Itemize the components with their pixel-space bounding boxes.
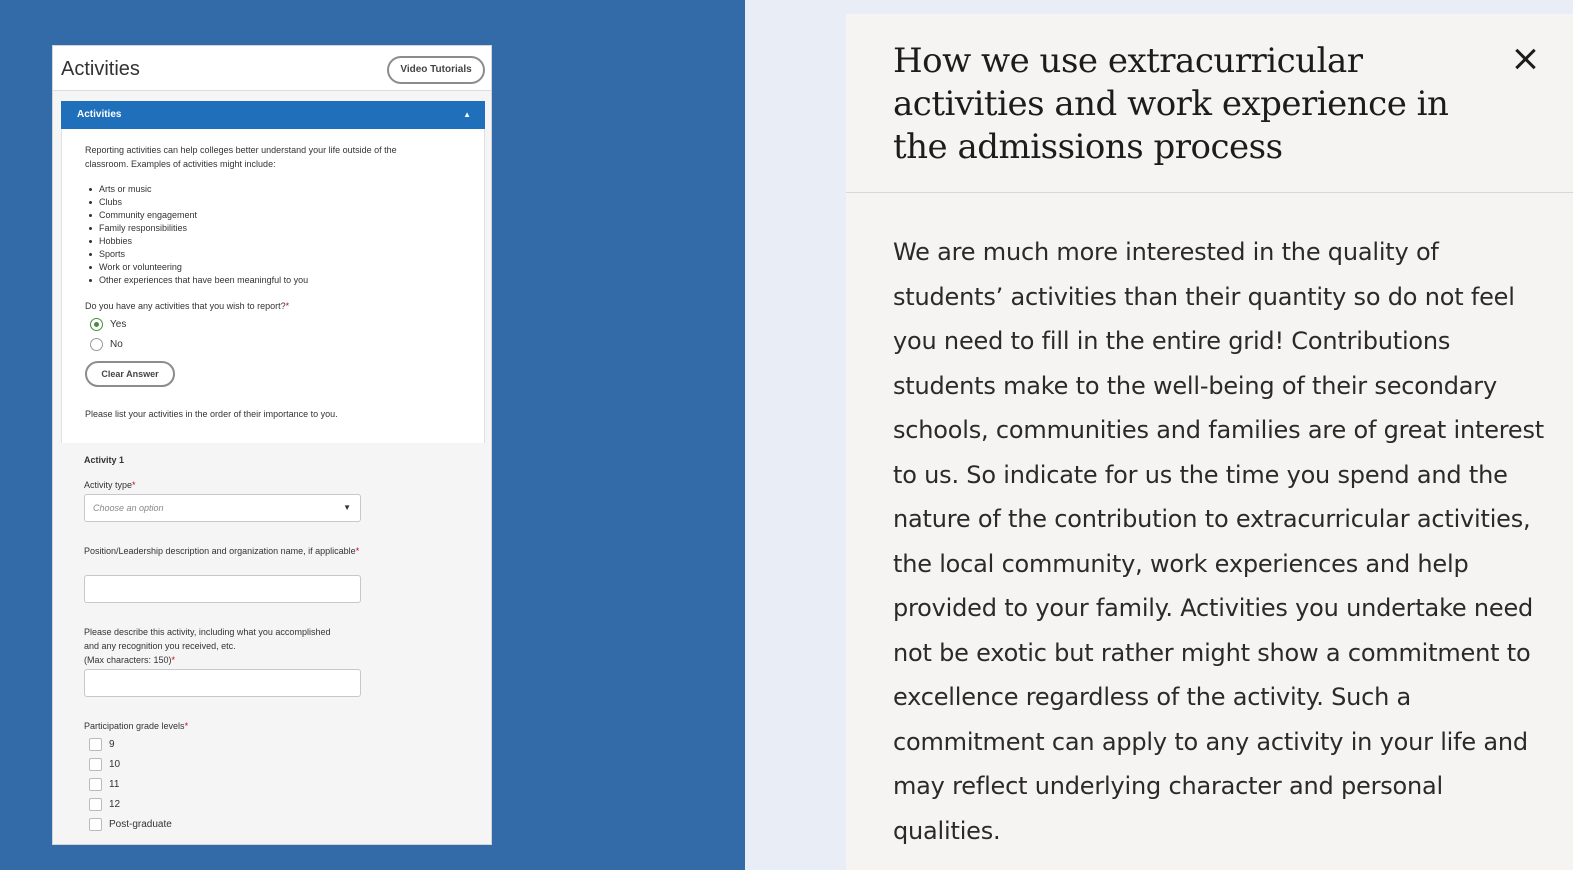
describe-label-line — [84, 653, 384, 667]
list-order-note: Please list your activities in the order of their importance to you. — [85, 409, 338, 419]
list-item: Arts or music — [85, 183, 308, 196]
list-item: Sports — [85, 248, 308, 261]
section-title: Activities — [77, 109, 122, 120]
video-tutorials-button[interactable]: Video Tutorials — [387, 56, 485, 84]
info-title: How we use extracurricular activities and work experience in the admissions process — [893, 41, 1449, 167]
required-mark: * — [355, 546, 360, 556]
radio-unchecked-icon[interactable] — [90, 338, 103, 351]
required-mark: * — [184, 721, 189, 731]
describe-label — [84, 625, 384, 667]
clear-answer-button[interactable]: Clear Answer — [85, 361, 175, 387]
report-question — [85, 301, 289, 311]
left-panel — [0, 0, 745, 870]
list-item: Other experiences that have been meaningful to you — [85, 274, 308, 287]
grade-levels-label — [84, 719, 364, 733]
position-label-text: Position/Leadership description and organization name, if applicable — [84, 546, 356, 556]
radio-checked-icon[interactable] — [90, 318, 103, 331]
list-item: Work or volunteering — [85, 261, 308, 274]
position-input[interactable] — [84, 575, 361, 603]
activities-form-screenshot — [52, 45, 492, 845]
list-item: Community engagement — [85, 209, 308, 222]
required-mark: * — [132, 480, 136, 490]
select-placeholder: Choose an option — [93, 503, 164, 513]
checkbox-label: 12 — [109, 799, 121, 810]
describe-label-line: and any recognition you received, etc. — [84, 641, 236, 651]
required-mark: * — [285, 301, 290, 311]
list-item: Family responsibilities — [85, 222, 308, 235]
activities-section-header[interactable] — [61, 101, 485, 129]
chevron-up-icon[interactable]: ▲ — [463, 110, 471, 119]
radio-no-label: No — [110, 339, 123, 350]
divider — [846, 192, 1573, 193]
max-characters-text: (Max characters: 150) — [84, 655, 172, 665]
info-body: We are much more interested in the quality of students’ activities than their quantity so do not feel you need to fill in the entire grid! Contributions students make to the well-being of their secondary schools, communities and families are of great interest to us. So indicate for us the time you spend and the nature of the contribution to extracurricular activities, the local community, work experiences and help provided to your family. Activities you undertake need not be exotic but rather might show a commitment to excellence regardless of the activity. Such a commitment can apply to any activity in your life and may reflect underlying character and personal qualities. — [893, 238, 1544, 845]
checkbox-icon[interactable] — [89, 738, 102, 751]
grade-levels-label-text: Participation grade levels — [84, 721, 185, 731]
checkbox-label: 11 — [109, 779, 120, 790]
checkbox-icon[interactable] — [89, 778, 102, 791]
checkbox-icon[interactable] — [89, 818, 102, 831]
describe-label-line: Please describe this activity, including what you accomplished — [84, 627, 331, 637]
list-item: Hobbies — [85, 235, 308, 248]
checkbox-icon[interactable] — [89, 798, 102, 811]
close-icon[interactable] — [1510, 44, 1540, 74]
required-mark: * — [171, 655, 176, 665]
checkbox-label: 9 — [109, 739, 115, 750]
caret-down-icon[interactable]: ▼ — [343, 503, 351, 512]
checkbox-label: 10 — [109, 759, 121, 770]
intro-text: Reporting activities can help colleges better understand your life outside of the classroom. Examples of activities might include: — [85, 145, 397, 169]
activities-section-body — [61, 129, 485, 443]
checkbox-label: Post-graduate — [109, 819, 172, 830]
list-item: Clubs — [85, 196, 308, 209]
info-panel — [846, 14, 1573, 870]
examples-list — [85, 183, 308, 287]
question-text: Do you have any activities that you wish to report? — [85, 301, 286, 311]
checkbox-icon[interactable] — [89, 758, 102, 771]
position-label — [84, 544, 364, 558]
radio-yes-label: Yes — [110, 319, 127, 330]
activity-type-label-text: Activity type — [84, 480, 133, 490]
activity-type-label — [84, 478, 364, 492]
description-input[interactable] — [84, 669, 361, 697]
form-header — [53, 46, 492, 91]
activity-heading: Activity 1 — [84, 455, 125, 465]
activity-type-select[interactable] — [84, 494, 361, 522]
form-title: Activities — [61, 58, 140, 80]
